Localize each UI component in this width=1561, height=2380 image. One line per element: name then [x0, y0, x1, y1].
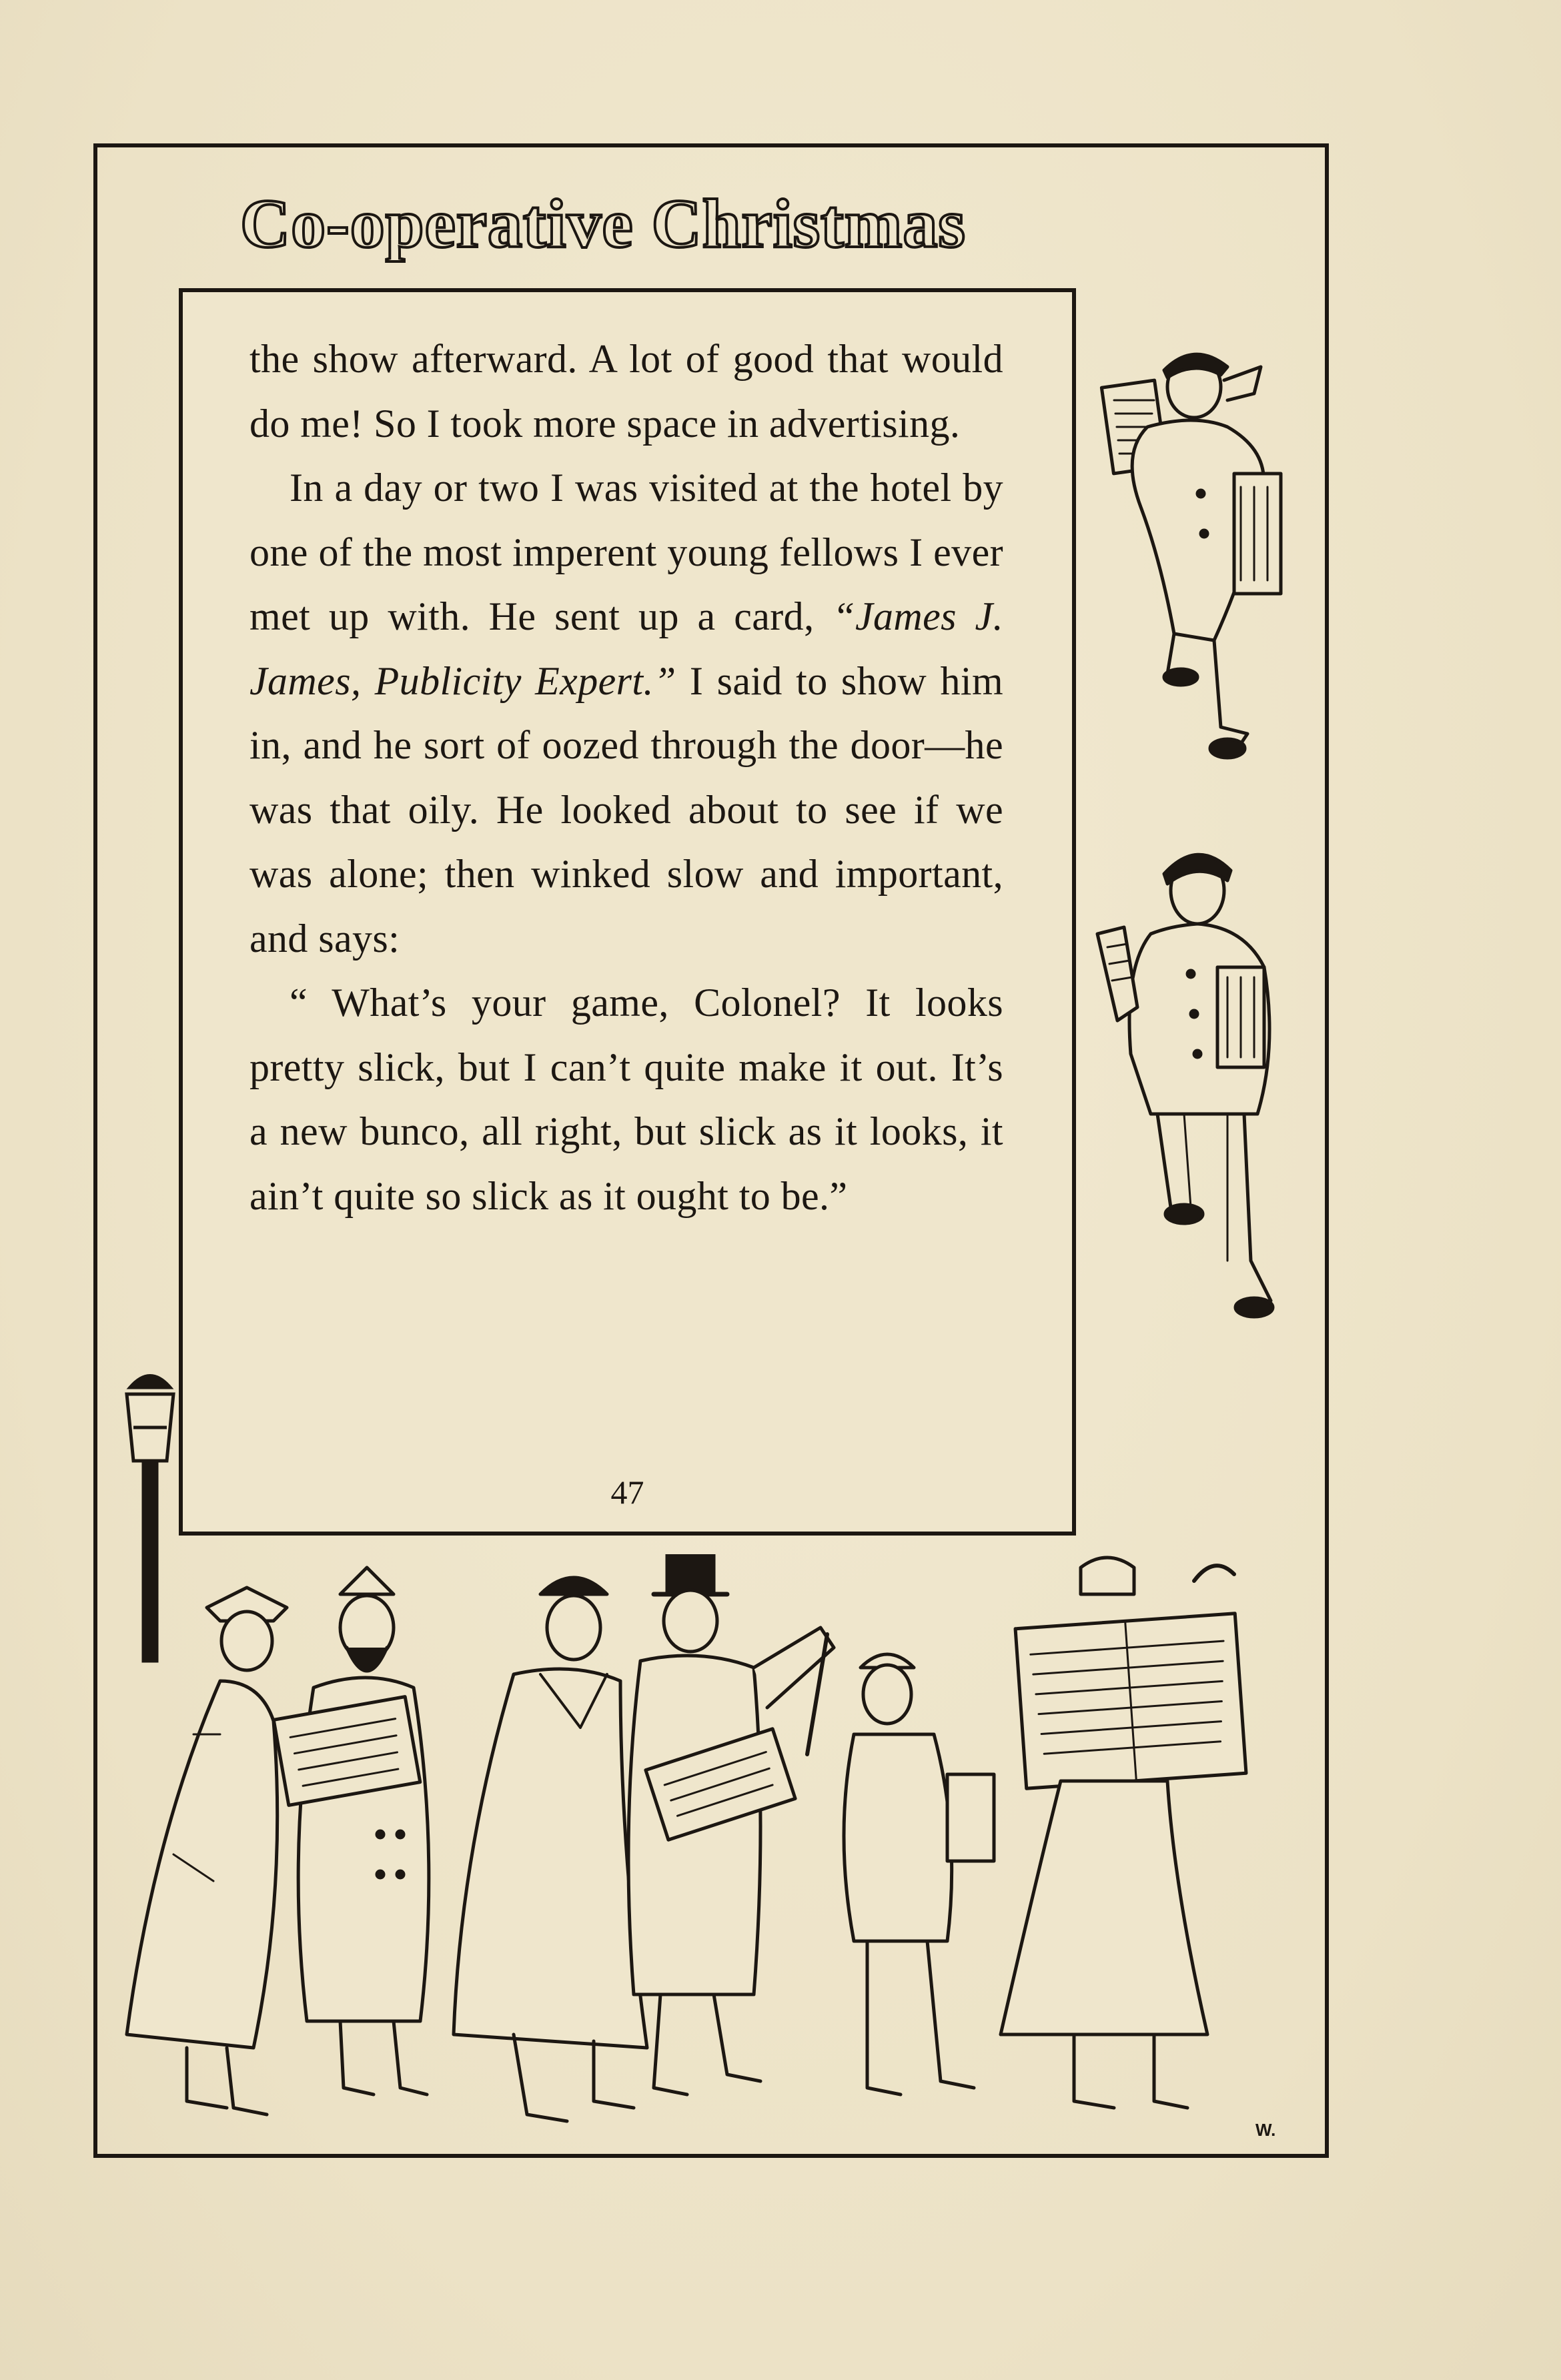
page-number: 47: [610, 1473, 644, 1511]
newsboy-walking-illustration: [1084, 834, 1324, 1341]
illustrator-signature: W.: [1255, 2120, 1276, 2140]
body-text: [249, 327, 1003, 1228]
paragraph-2-cont: him in, and he sort of oozed through the door—he was that oily. He looked about to see if we was alone; then winked slow and important, and says:: [249, 658, 1004, 961]
newsboy-running-illustration: [1094, 340, 1321, 780]
page-title-text: Co-operative Christmas: [240, 185, 966, 262]
paragraph-2: [249, 456, 1003, 971]
crowd-reading-newspapers-illustration: [113, 1554, 1281, 2155]
paragraph-1: the show afterward. A lot of good that would do me! So I took more space in advertising.: [249, 337, 1003, 446]
card-after-text: I said to show: [676, 658, 927, 703]
page-title: [233, 175, 1034, 275]
text-box: [179, 288, 1076, 1536]
card-text: “James J. James, Publicity Expert.”: [249, 594, 1003, 703]
paragraph-2-text: In a day or two I was visited at the hotel by one of the most imperent young fellows I ever met up with. He sent up a card,: [249, 466, 1003, 638]
paragraph-3: “ What’s your game, Colonel? It looks pretty slick, but I can’t quite make it out. It’s a new bunco, all right, but slick as it looks, it ain’t quite so slick as it ought to be.”: [249, 981, 1003, 1218]
